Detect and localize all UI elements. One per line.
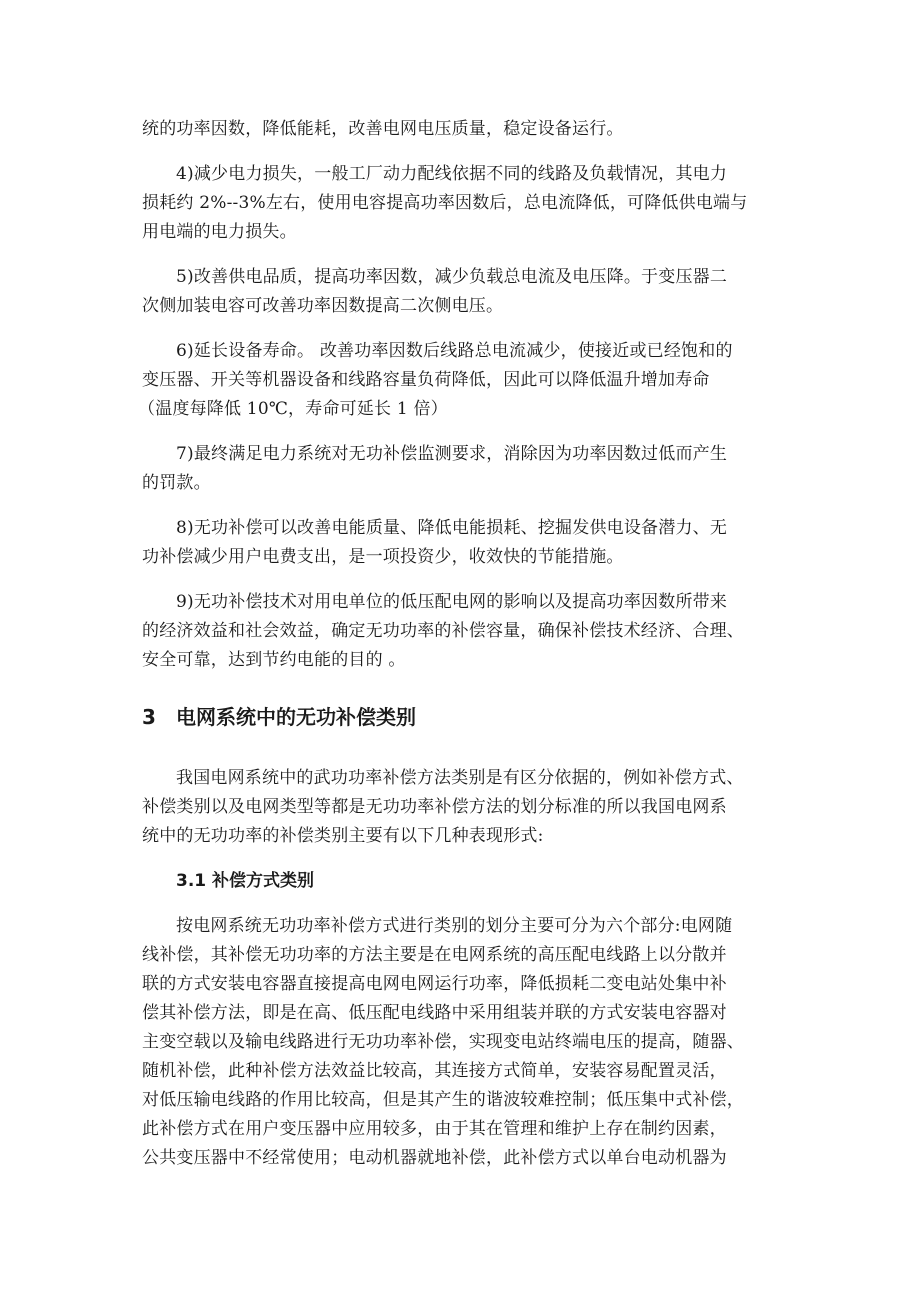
section-3-1-line-1: 按电网系统无功功率补偿方式进行类别的划分主要可分为六个部分:电网随 — [176, 916, 733, 936]
section-3-intro-line-2: 补偿类别以及电网类型等都是无功功率补偿方法的划分标准的所以我国电网系 — [142, 797, 727, 817]
paragraph-item-6-line-2: 变压器、开关等机器设备和线路容量负荷降低，因此可以降低温升增加寿命 — [142, 370, 710, 390]
section-3-1-line-2: 线补偿，其补偿无功功率的方法主要是在电网系统的高压配电线路上以分散并 — [142, 945, 727, 965]
section-3-1-line-5: 主变空载以及输电线路进行无功功率补偿，实现变电站终端电压的提高，随器、 — [142, 1032, 744, 1052]
section-3-1-heading: 3.1 补偿方式类别 — [176, 871, 315, 891]
section-3-1-line-8: 此补偿方式在用户变压器中应用较多，由于其在管理和维护上存在制约因素， — [142, 1119, 727, 1139]
section-3-1-line-6: 随机补偿，此种补偿方法效益比较高，其连接方式简单，安装容易配置灵活， — [142, 1061, 727, 1081]
paragraph-item-5-line-2: 次侧加装电容可改善功率因数提高二次侧电压。 — [142, 296, 504, 316]
paragraph-item-9-line-2: 的经济效益和社会效益，确定无功功率的补偿容量，确保补偿技术经济、合理、 — [142, 621, 744, 641]
paragraph-item-6-line-3: （温度每降低 10℃，寿命可延长 1 倍） — [138, 399, 448, 419]
paragraph-intro-tail-line-1: 统的功率因数，降低能耗，改善电网电压质量，稳定设备运行。 — [142, 119, 624, 139]
section-3-1-line-4: 偿其补偿方法，即是在高、低压配电线路中采用组装并联的方式安装电容器对 — [142, 1003, 727, 1023]
paragraph-item-4-line-1: 4)减少电力损失，一般工厂动力配线依据不同的线路及负载情况，其电力 — [176, 164, 728, 184]
paragraph-item-4-line-2: 损耗约 2%--3%左右，使用电容提高功率因数后，总电流降低，可降低供电端与 — [142, 193, 748, 213]
paragraph-item-9-line-1: 9)无功补偿技术对用电单位的低压配电网的影响以及提高功率因数所带来 — [176, 592, 728, 612]
section-3-title: 电网系统中的无功补偿类别 — [176, 705, 416, 729]
section-3-intro-line-3: 统中的无功功率的补偿类别主要有以下几种表现形式: — [142, 826, 544, 846]
section-3-1-line-9: 公共变压器中不经常使用；电动机器就地补偿，此补偿方式以单台电动机器为 — [142, 1148, 727, 1168]
paragraph-item-7-line-2: 的罚款。 — [142, 473, 211, 493]
section-3-intro-line-1: 我国电网系统中的武功功率补偿方法类别是有区分依据的，例如补偿方式、 — [176, 768, 744, 788]
paragraph-item-6-line-1: 6)延长设备寿命。 改善功率因数后线路总电流减少，使接近或已经饱和的 — [176, 341, 733, 361]
section-3-1-line-7: 对低压输电线路的作用比较高，但是其产生的谐波较难控制；低压集中式补偿， — [142, 1090, 744, 1110]
paragraph-item-5-line-1: 5)改善供电品质，提高功率因数，减少负载总电流及电压降。于变压器二 — [176, 267, 728, 287]
paragraph-item-9-line-3: 安全可靠，达到节约电能的目的 。 — [142, 650, 406, 670]
paragraph-item-7-line-1: 7)最终满足电力系统对无功补偿监测要求，消除因为功率因数过低而产生 — [176, 444, 728, 464]
section-3-number: 3 — [142, 705, 156, 729]
paragraph-item-4-line-3: 用电端的电力损失。 — [142, 222, 297, 242]
paragraph-item-8-line-2: 功补偿减少用户电费支出，是一项投资少，收效快的节能措施。 — [142, 547, 624, 567]
section-3-heading — [142, 705, 416, 729]
paragraph-item-8-line-1: 8)无功补偿可以改善电能质量、降低电能损耗、挖掘发供电设备潜力、无 — [176, 518, 728, 538]
section-3-1-line-3: 联的方式安装电容器直接提高电网电网运行功率，降低损耗二变电站处集中补 — [142, 974, 727, 994]
